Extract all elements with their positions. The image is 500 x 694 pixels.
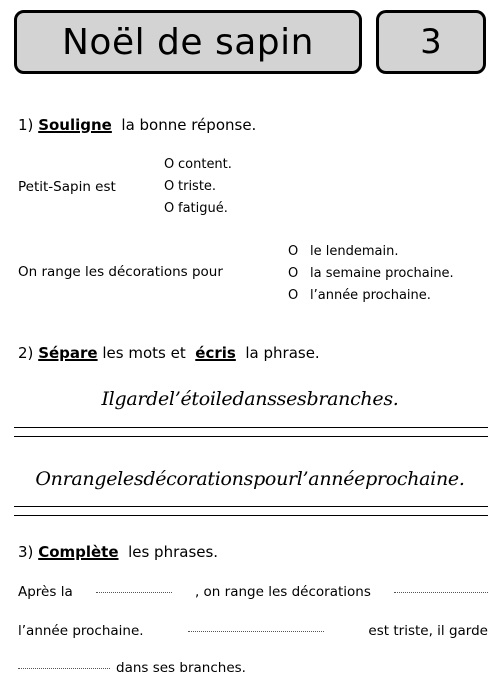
radio-circle: O [288, 244, 299, 259]
option-label: l’année prochaine. [310, 288, 431, 303]
option-label: fatigué. [178, 201, 228, 216]
q2-number: 2) [18, 344, 34, 362]
radio-circle: O [288, 266, 299, 281]
number-box [376, 10, 486, 74]
q1b-stem: On range les décorations pour [18, 264, 223, 280]
q1-verb: Souligne [38, 116, 112, 134]
radio-circle: O [288, 288, 299, 303]
q1b-option-1[interactable] [288, 244, 398, 259]
fill-row-3 [18, 660, 488, 676]
blank-field[interactable] [96, 591, 172, 593]
radio-circle: O [164, 157, 175, 172]
q1a-stem: Petit-Sapin est [18, 179, 116, 195]
radio-circle: O [164, 201, 175, 216]
q2-instruction: la phrase. [245, 344, 320, 362]
q1a-option-1[interactable] [164, 157, 232, 172]
worksheet-title: Noël de sapin [62, 21, 314, 63]
writing-line [14, 436, 488, 437]
title-box [14, 10, 362, 74]
worksheet-number: 3 [420, 22, 442, 62]
cursive-sentence-2: Onrangelesdécorationspourl’annéeprochaine. [35, 468, 465, 490]
q2-verb-write: écris [195, 344, 236, 362]
cursive-sentence-1: Ilgardel’étoiledanssesbranches. [101, 388, 399, 410]
q1a-option-2[interactable] [164, 179, 216, 194]
radio-circle: O [164, 179, 175, 194]
q1a-option-3[interactable] [164, 201, 228, 216]
q1b-option-3[interactable] [288, 288, 431, 303]
q3-heading [18, 543, 218, 561]
option-label: triste. [178, 179, 217, 194]
q1-instruction: la bonne réponse. [121, 116, 257, 134]
sentence-fragment: est triste, il garde [368, 623, 488, 639]
writing-line [14, 427, 488, 428]
q3-number: 3) [18, 543, 34, 561]
q1b-option-2[interactable] [288, 266, 454, 281]
sentence-fragment: Après la [18, 584, 73, 600]
blank-field[interactable] [18, 667, 110, 669]
q2-heading [18, 344, 320, 362]
option-label: la semaine prochaine. [310, 266, 454, 281]
q3-verb: Complète [38, 543, 119, 561]
blank-field[interactable] [188, 630, 324, 632]
fill-row-1 [18, 584, 488, 600]
sentence-fragment: l’année prochaine. [18, 623, 144, 639]
q2-verb-separate: Sépare [38, 344, 98, 362]
option-label: le lendemain. [310, 244, 399, 259]
q2-connector: les mots et [102, 344, 186, 362]
q1-number: 1) [18, 116, 34, 134]
sentence-fragment: , on range les décorations [194, 584, 371, 600]
q3-instruction: les phrases. [128, 543, 219, 561]
option-label: content. [178, 157, 232, 172]
writing-line [14, 515, 488, 516]
blank-field[interactable] [394, 591, 488, 593]
writing-line [14, 506, 488, 507]
sentence-fragment: dans ses branches. [116, 660, 246, 676]
q1-heading [18, 116, 256, 134]
fill-row-2 [18, 623, 488, 639]
